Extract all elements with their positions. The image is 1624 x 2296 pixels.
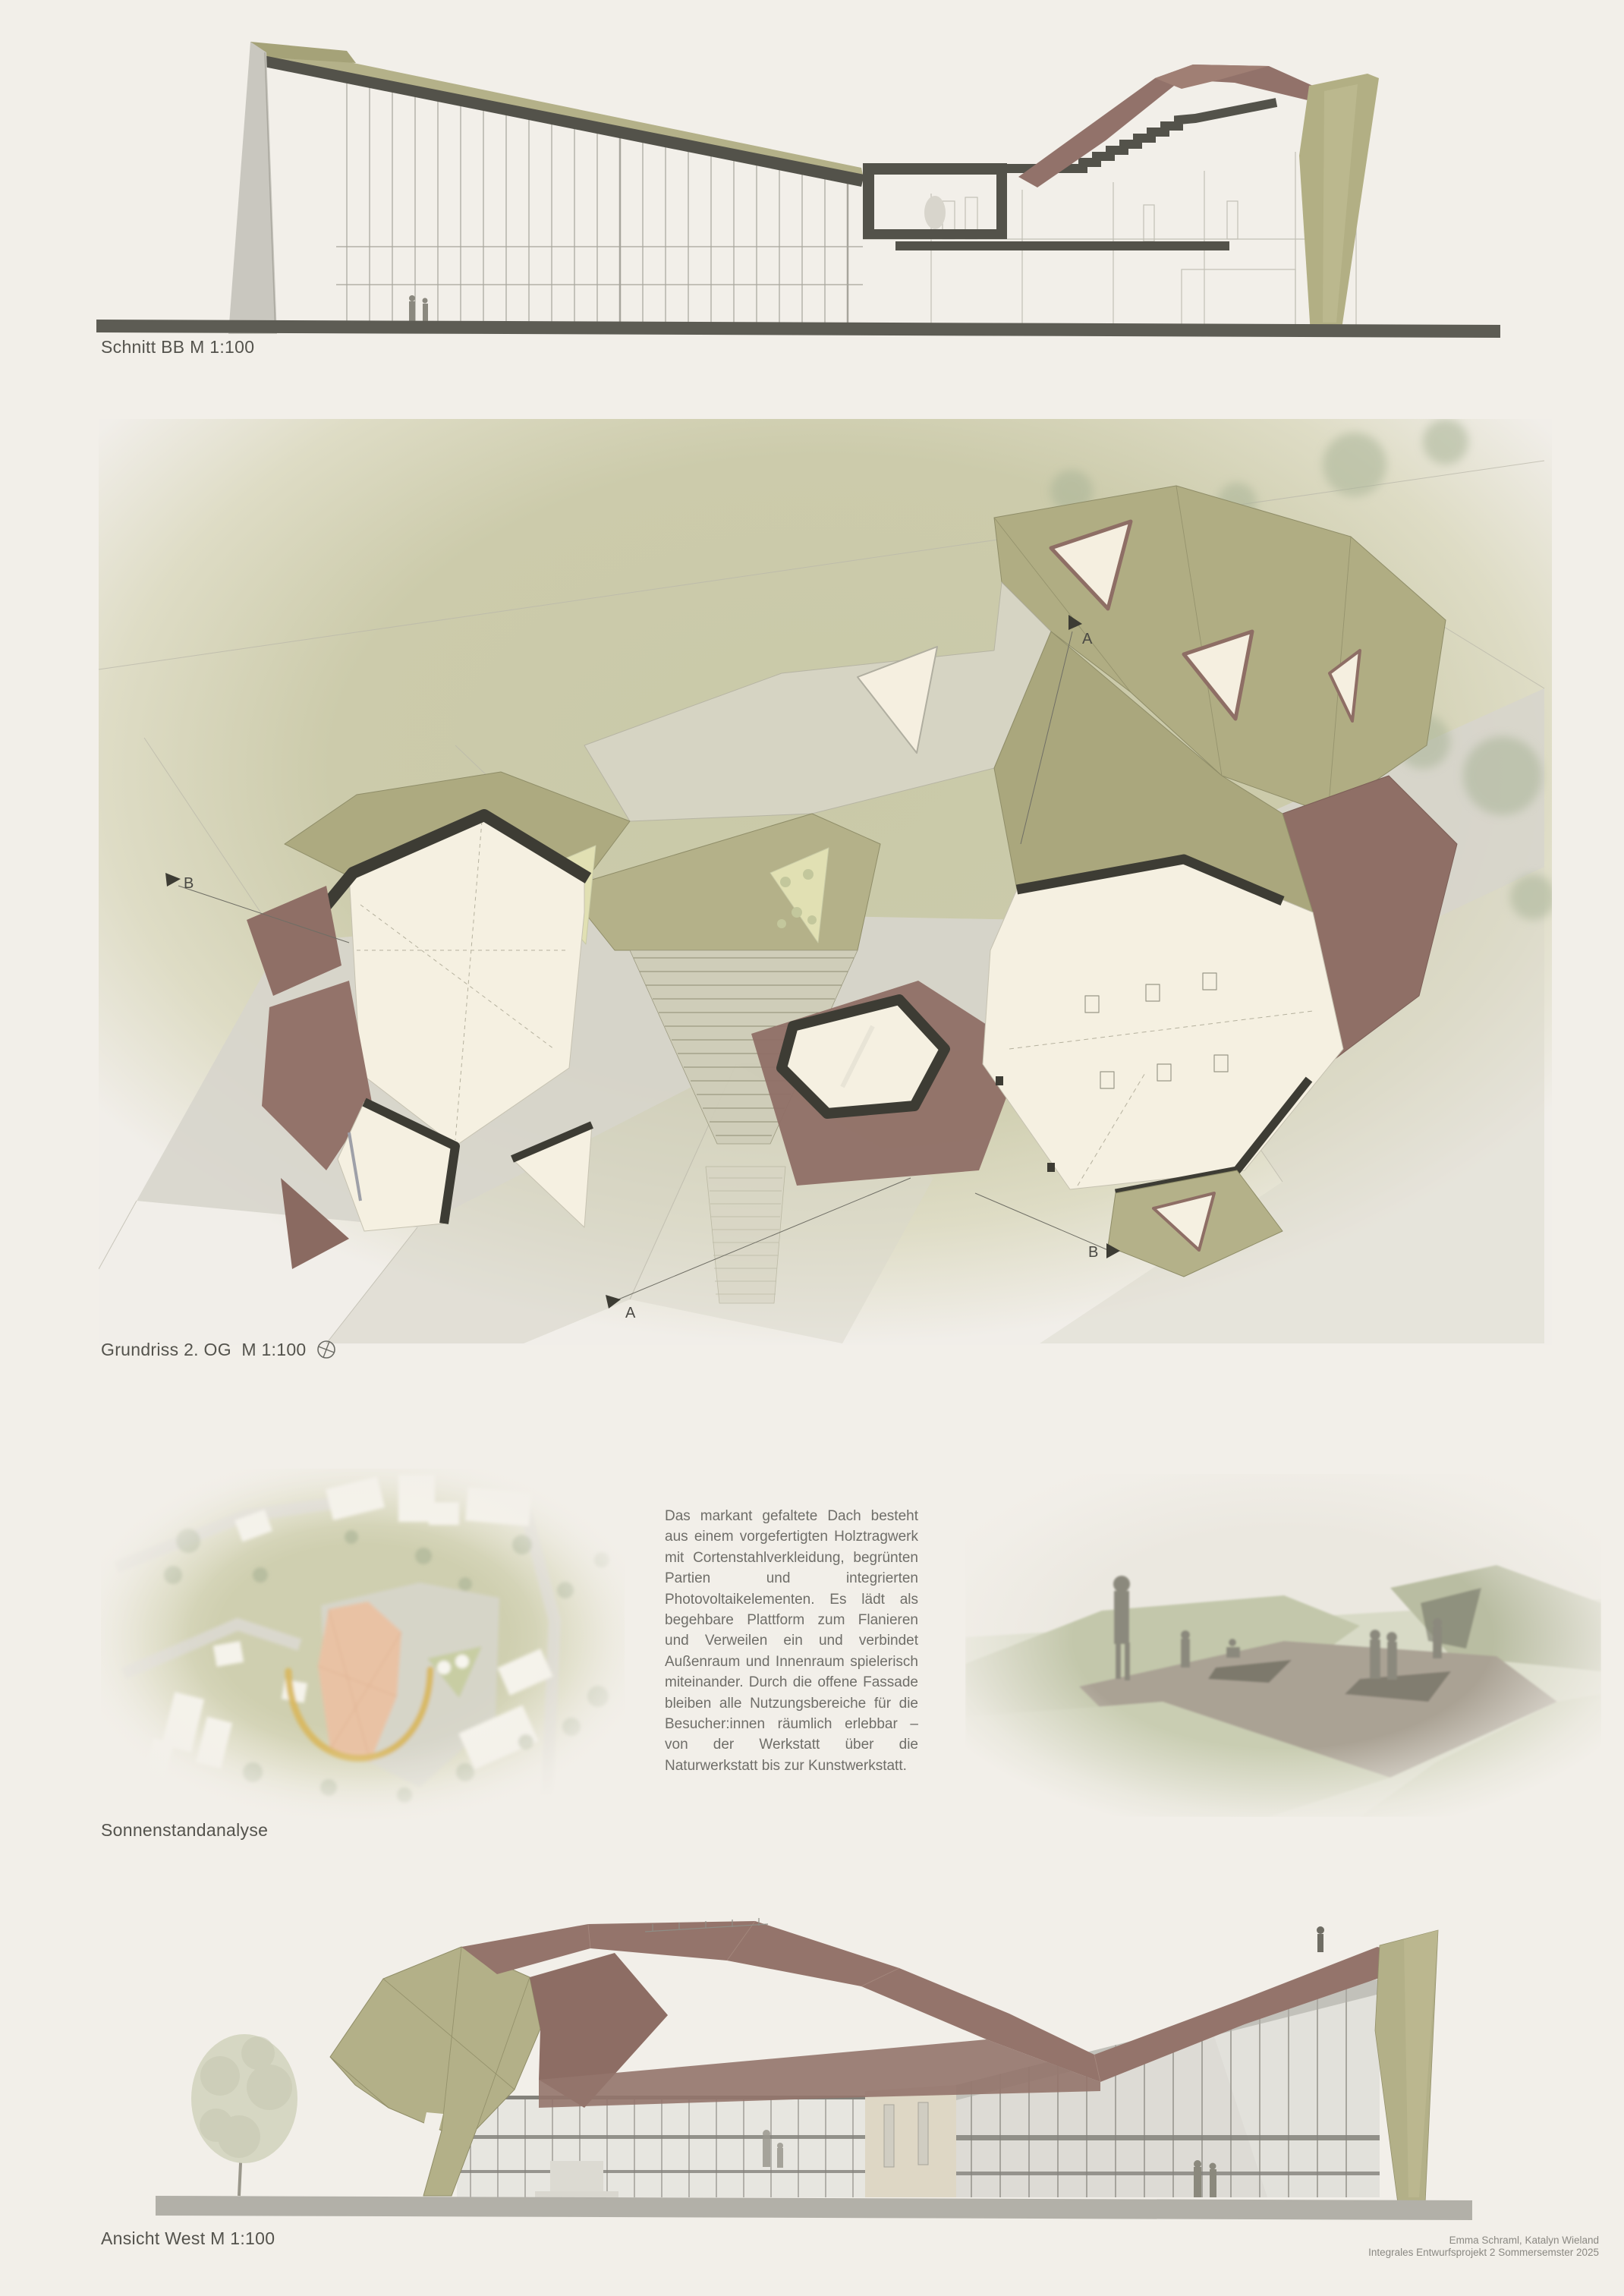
north-compass-icon <box>315 1338 338 1361</box>
sun-analysis-map <box>101 1469 625 1819</box>
sun-analysis-svg <box>101 1469 625 1819</box>
elevation-glass-left <box>457 2096 865 2197</box>
svg-text:B: B <box>1088 1244 1099 1261</box>
credits-course: Integrales Entwurfsprojekt 2 Sommersemster 2025 <box>1368 2247 1599 2258</box>
section-ground <box>96 320 1500 338</box>
roof-render-svg <box>965 1474 1601 1817</box>
floor-plan-drawing <box>99 419 1552 1345</box>
project-description: Das markant gefaltete Dach besteht aus einem vorgefertigten Holztragwerk mit Cortenstahlverkleidung, begrünten Partien und integrierten Photovoltaikelementen. Es lädt als begehbare Plattform zum Flanieren und Verweilen ein und verbindet Außenraum und Innenraum spielerisch miteinander. Durch die offene Fassade bleiben alle Nutzungsbereiche für die Besucher:innen räumlich erlebbar – von der Werkstatt über die Naturwerkstatt bis zur Kunstwerkstatt. <box>665 1508 918 1774</box>
elevation-beige-wall <box>865 2085 956 2197</box>
svg-text:A: A <box>1082 631 1093 647</box>
elevation-label: Ansicht West M 1:100 <box>101 2228 275 2248</box>
elevation-ground <box>156 2196 1472 2220</box>
section-figures <box>409 295 428 321</box>
section-drawing <box>96 19 1500 342</box>
section-floor-slab <box>895 241 1229 250</box>
roof-render-image <box>965 1474 1601 1817</box>
svg-text:B: B <box>184 875 194 892</box>
svg-text:A: A <box>625 1305 636 1321</box>
elevation-drawing <box>114 1909 1506 2247</box>
credits-block <box>1368 2235 1599 2259</box>
sun-analysis-label: Sonnenstandanalyse <box>101 1820 269 1840</box>
elevation-tree <box>191 2034 297 2196</box>
elevation-olive-blade <box>1375 1930 1438 2203</box>
floor-plan-label: Grundriss 2. OG M 1:100 <box>101 1340 307 1359</box>
section-roof-underside <box>253 54 864 187</box>
section-sculpture-silhouette <box>924 196 946 229</box>
section-label: Schnitt BB M 1:100 <box>101 337 255 357</box>
section-glass-facade <box>336 19 863 342</box>
credits-authors: Emma Schraml, Katalyn Wieland <box>1449 2235 1599 2246</box>
